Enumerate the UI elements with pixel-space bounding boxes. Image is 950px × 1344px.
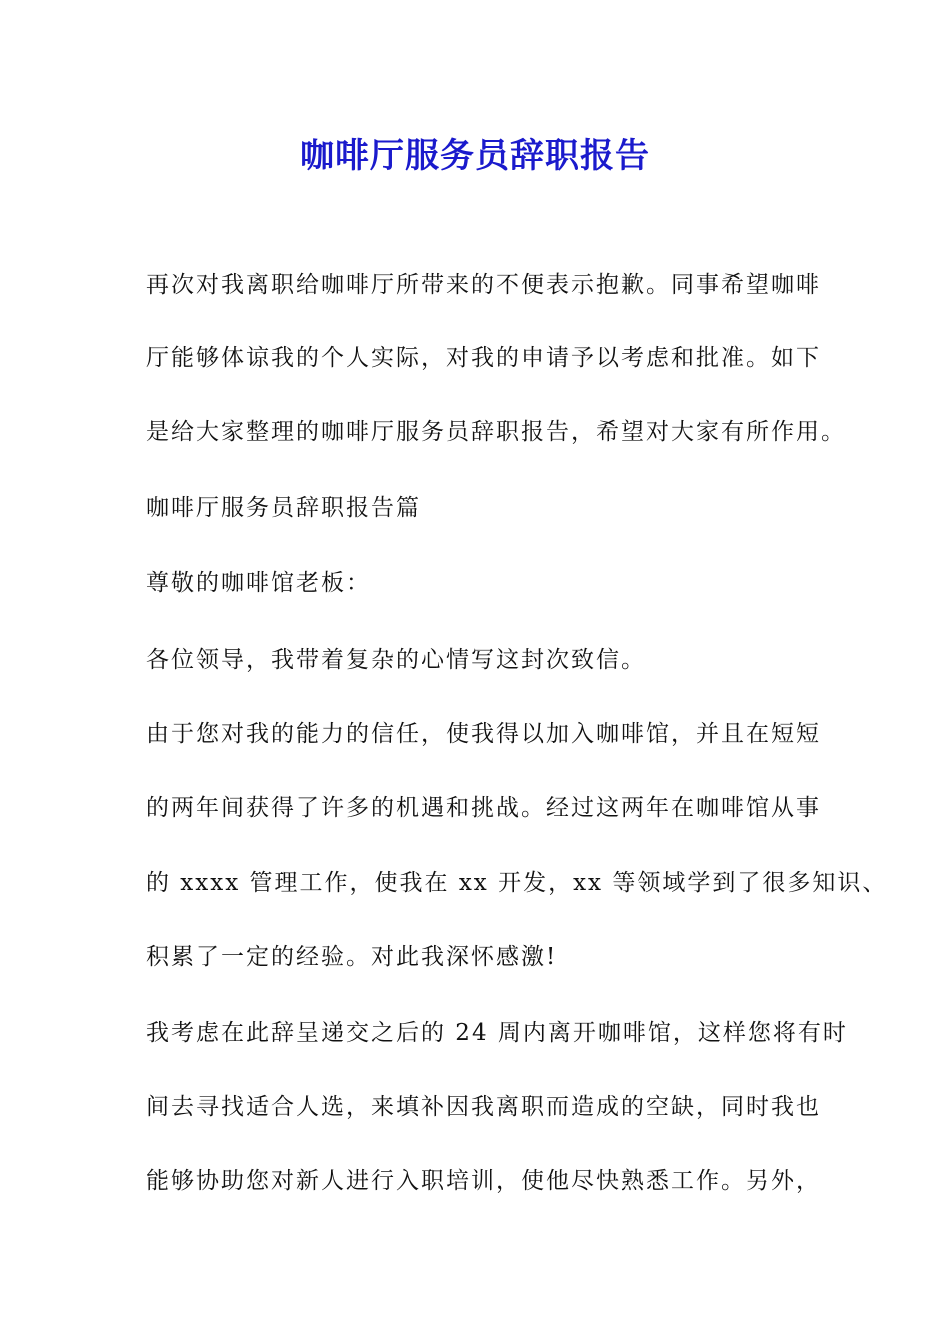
body-line: 的 xxxx 管理工作，使我在 xx 开发，xx 等领域学到了很多知识、 (146, 870, 888, 896)
body-line: 我考虑在此辞呈递交之后的 24 周内离开咖啡馆，这样您将有时 (146, 1020, 848, 1046)
body-line: 积累了一定的经验。对此我深怀感激! (146, 944, 558, 970)
body-line: 各位领导，我带着复杂的心情写这封次致信。 (146, 647, 646, 673)
salutation: 尊敬的咖啡馆老板： (146, 570, 371, 596)
body-line: 再次对我离职给咖啡厅所带来的不便表示抱歉。同事希望咖啡 (146, 272, 821, 298)
document-title: 咖啡厅服务员辞职报告 (300, 136, 650, 176)
body-line: 的两年间获得了许多的机遇和挑战。经过这两年在咖啡馆从事 (146, 795, 821, 821)
body-line: 间去寻找适合人选，来填补因我离职而造成的空缺，同时我也 (146, 1094, 821, 1120)
body-line: 是给大家整理的咖啡厅服务员辞职报告，希望对大家有所作用。 (146, 419, 846, 445)
body-line: 厅能够体谅我的个人实际，对我的申请予以考虑和批准。如下 (146, 345, 821, 371)
section-heading: 咖啡厅服务员辞职报告篇 (146, 495, 421, 521)
body-line: 由于您对我的能力的信任，使我得以加入咖啡馆，并且在短短 (146, 721, 821, 747)
body-line: 能够协助您对新人进行入职培训，使他尽快熟悉工作。另外， (146, 1168, 821, 1194)
